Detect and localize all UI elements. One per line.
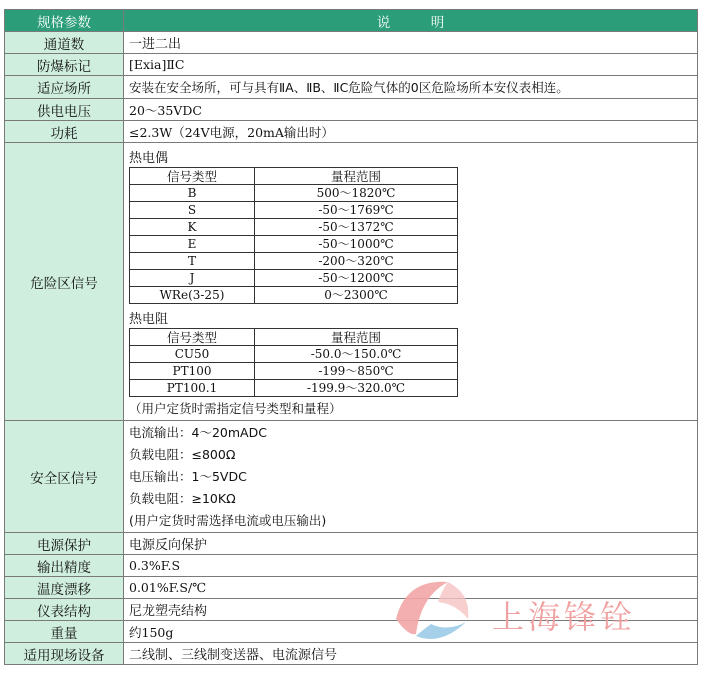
label-devices: 适用现场设备 xyxy=(5,643,124,665)
thermocouple-title: 热电偶 xyxy=(129,151,169,166)
table-row xyxy=(130,270,458,287)
top-margin xyxy=(0,0,704,9)
label-power: 供电电压 xyxy=(5,99,124,121)
table-row xyxy=(130,236,458,253)
tc-range: -50～1769℃ xyxy=(255,202,458,219)
label-consumption: 功耗 xyxy=(5,121,124,143)
tc-range: -50～1200℃ xyxy=(255,270,458,287)
row-weight xyxy=(5,621,698,643)
rtd-header-type: 信号类型 xyxy=(130,329,255,346)
tc-header-row xyxy=(130,168,458,185)
spec-table xyxy=(4,9,698,665)
value-accuracy: 0.3%F.S xyxy=(124,555,698,577)
tc-range: -200～320℃ xyxy=(255,253,458,270)
row-safe xyxy=(5,421,698,533)
rtd-table xyxy=(129,328,458,397)
rtd-range: -199.9～320.0℃ xyxy=(255,380,458,397)
row-channels xyxy=(5,32,698,54)
table-row xyxy=(130,346,458,363)
header-desc: 说 明 xyxy=(124,10,698,32)
row-drift xyxy=(5,577,698,599)
tc-range: -50～1000℃ xyxy=(255,236,458,253)
row-place xyxy=(5,76,698,99)
row-consumption xyxy=(5,121,698,143)
value-protection: 电源反向保护 xyxy=(124,533,698,555)
tc-type: WRe(3-25) xyxy=(130,287,255,304)
table-row xyxy=(130,380,458,397)
label-channels: 通道数 xyxy=(5,32,124,54)
rtd-type: PT100 xyxy=(130,363,255,380)
label-safe: 安全区信号 xyxy=(5,421,124,533)
label-protection: 电源保护 xyxy=(5,533,124,555)
table-row xyxy=(130,219,458,236)
safe-line: 负载电阻：≤800Ω xyxy=(129,446,236,462)
table-row xyxy=(130,185,458,202)
rtd-header-range: 量程范围 xyxy=(255,329,458,346)
row-hazard xyxy=(5,143,698,421)
row-accuracy xyxy=(5,555,698,577)
row-power xyxy=(5,99,698,121)
label-place: 适应场所 xyxy=(5,76,124,99)
row-devices xyxy=(5,643,698,665)
value-drift: 0.01%F.S/℃ xyxy=(124,577,698,599)
tc-type: T xyxy=(130,253,255,270)
value-devices: 二线制、三线制变送器、电流源信号 xyxy=(124,643,698,665)
label-explosion: 防爆标记 xyxy=(5,54,124,76)
label-weight: 重量 xyxy=(5,621,124,643)
row-protection xyxy=(5,533,698,555)
rtd-range: -50.0～150.0℃ xyxy=(255,346,458,363)
header-row xyxy=(5,10,698,32)
safe-line: (用户定货时需选择电流或电压输出) xyxy=(129,512,327,528)
tc-range: 0～2300℃ xyxy=(255,287,458,304)
tc-type: J xyxy=(130,270,255,287)
tc-range: 500～1820℃ xyxy=(255,185,458,202)
tc-header-type: 信号类型 xyxy=(130,168,255,185)
safe-line: 电压输出：1～5VDC xyxy=(129,468,247,484)
tc-type: B xyxy=(130,185,255,202)
table-row xyxy=(130,363,458,380)
value-place: 安装在安全场所，可与具有ⅡA、ⅡB、ⅡC危险气体的0区危险场所本安仪表相连。 xyxy=(124,76,698,99)
value-hazard xyxy=(124,143,698,421)
value-explosion: [Exia]ⅡC xyxy=(124,54,698,76)
watermark-text: 上海锋铨 xyxy=(492,598,637,636)
rtd-title: 热电阻 xyxy=(129,312,169,327)
value-weight: 约150g xyxy=(124,621,698,643)
thermocouple-table xyxy=(129,167,458,304)
label-hazard: 危险区信号 xyxy=(5,143,124,421)
value-structure: 尼龙塑壳结构 xyxy=(124,599,698,621)
table-row xyxy=(130,202,458,219)
value-consumption: ≤2.3W（24V电源，20mA输出时） xyxy=(124,121,698,143)
header-param: 规格参数 xyxy=(5,10,124,32)
row-explosion xyxy=(5,54,698,76)
rtd-header-row xyxy=(130,329,458,346)
label-accuracy: 输出精度 xyxy=(5,555,124,577)
tc-type: E xyxy=(130,236,255,253)
rtd-range: -199～850℃ xyxy=(255,363,458,380)
value-power: 20～35VDC xyxy=(124,99,698,121)
table-row xyxy=(130,287,458,304)
table-row xyxy=(130,253,458,270)
tc-type: S xyxy=(130,202,255,219)
hazard-note: （用户定货时需指定信号类型和量程） xyxy=(129,401,342,416)
safe-line: 负载电阻：≥10KΩ xyxy=(129,490,236,506)
rtd-type: PT100.1 xyxy=(130,380,255,397)
value-channels: 一进二出 xyxy=(124,32,698,54)
rtd-type: CU50 xyxy=(130,346,255,363)
tc-type: K xyxy=(130,219,255,236)
value-safe xyxy=(124,421,698,533)
row-structure xyxy=(5,599,698,621)
label-drift: 温度漂移 xyxy=(5,577,124,599)
label-structure: 仪表结构 xyxy=(5,599,124,621)
tc-range: -50～1372℃ xyxy=(255,219,458,236)
tc-header-range: 量程范围 xyxy=(255,168,458,185)
safe-line: 电流输出：4～20mADC xyxy=(129,424,267,440)
